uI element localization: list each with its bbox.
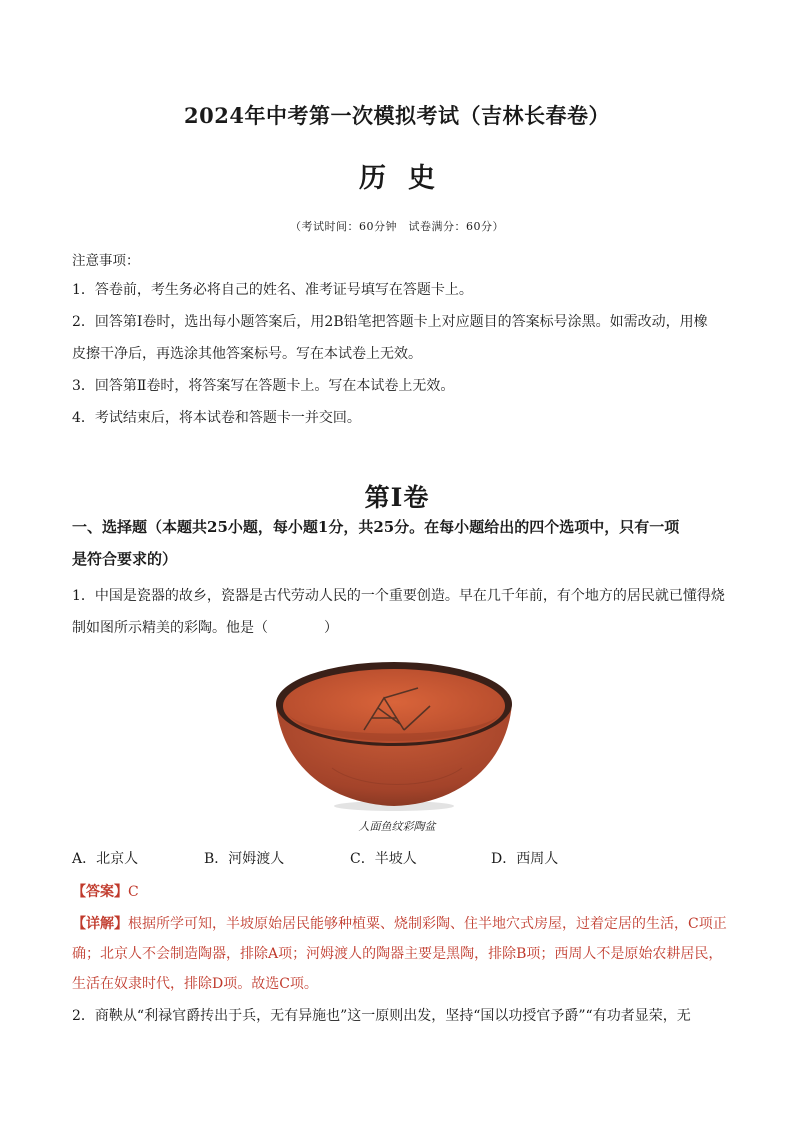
note-3: 3．回答第Ⅱ卷时，将答案写在答题卡上。写在本试卷上无效。: [72, 378, 455, 394]
exam-title: 2024年中考第一次模拟考试（吉林长春卷）: [184, 103, 610, 128]
notes-heading: 注意事项：: [72, 253, 140, 269]
q1-stem: 1．中国是瓷器的故乡，瓷器是古代劳动人民的一个重要创造。早在几千年前，有个地方的居民就已懂得烧: [72, 588, 725, 604]
section-heading: 一、选择题（本题共25小题，每小题1分，共25分。在每小题给出的四个选项中，只有一项: [72, 518, 680, 536]
detail-line-2: 确；北京人不会制造陶器，排除A项；河姆渡人的陶器主要是黑陶，排除B项；西周人不是原始农耕居民，: [72, 946, 723, 962]
note-4: 4．考试结束后，将本试卷和答题卡一并交回。: [72, 410, 361, 426]
option-a: A．北京人: [72, 851, 139, 867]
note-1: 1．答卷前，考生务必将自己的姓名、准考证号填写在答题卡上。: [72, 282, 473, 298]
image-caption: 人面鱼纹彩陶盆: [358, 820, 436, 833]
pottery-bowl-icon: [272, 658, 516, 814]
option-d: D．西周人: [491, 851, 559, 867]
detail-line-3: 生活在奴隶时代，排除D项。故选C项。: [72, 976, 318, 992]
pottery-bowl-image: [272, 658, 516, 814]
volume-heading: 第Ⅰ卷: [364, 483, 430, 512]
section-heading-cont: 是符合要求的）: [72, 550, 178, 568]
detail-text-1: 根据所学可知，半坡原始居民能够种植粟、烧制彩陶、住半地穴式房屋，过着定居的生活，C项正: [128, 916, 727, 932]
detail-tag: 【详解】: [72, 916, 128, 932]
q2-stem: 2．商鞅从“利禄官爵抟出于兵，无有异施也”这一原则出发，坚持“国以功授官予爵”“有功者显荣，无: [72, 1008, 691, 1024]
answer-tag: 【答案】: [72, 884, 128, 900]
option-c: C．半坡人: [350, 851, 417, 867]
exam-info: （考试时间：60分钟 试卷满分：60分）: [290, 220, 504, 233]
q1-stem-cont: 制如图所示精美的彩陶。他是（ ）: [72, 620, 338, 636]
note-2: 2．回答第Ⅰ卷时，选出每小题答案后，用2B铅笔把答题卡上对应题目的答案标号涂黑。如需改动，用橡: [72, 314, 708, 330]
option-b: B．河姆渡人: [204, 851, 285, 867]
detail-line-1: [72, 913, 727, 933]
subject-title: 历史: [359, 163, 457, 194]
answer-line: [72, 881, 139, 901]
q1-options: [72, 848, 722, 870]
note-2-cont: 皮擦干净后，再选涂其他答案标号。写在本试卷上无效。: [72, 346, 422, 362]
answer-value: C: [128, 884, 139, 900]
